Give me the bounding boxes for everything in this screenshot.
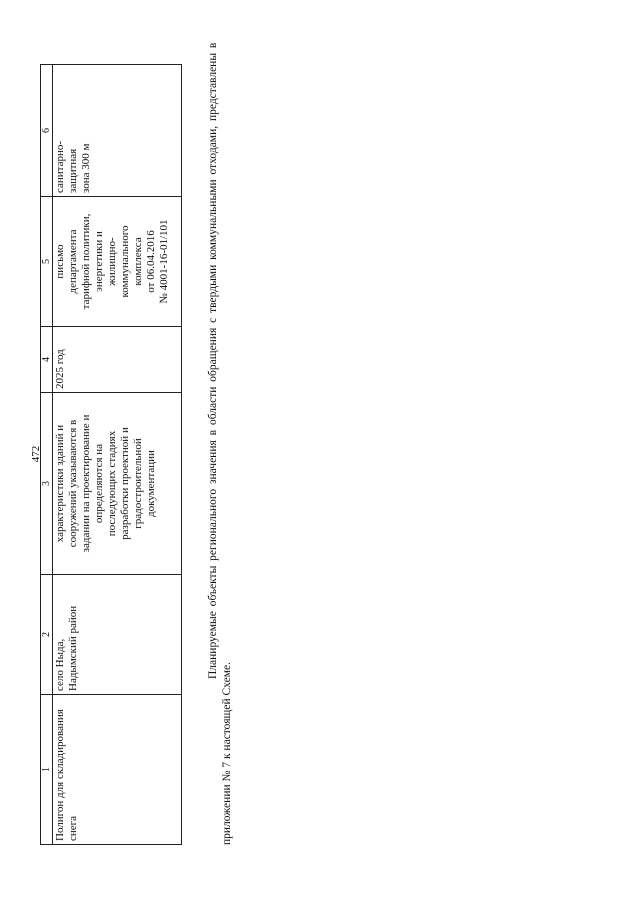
page-number: 472 — [30, 445, 42, 463]
cell-line: характеристики зданий и — [54, 424, 66, 543]
cell-line: комплекса — [132, 237, 144, 286]
table-row — [53, 65, 182, 845]
cell-zone — [53, 65, 182, 197]
caption-line: Планируемые объекты регионального значения в области обращения с твердыми коммунальными отходами, представлены в — [207, 42, 219, 679]
column-number-2: 2 — [41, 575, 53, 695]
cell-line: № 4001-16-01/101 — [158, 219, 170, 304]
cell-line: тарифной политики, — [80, 213, 92, 310]
cell-line: Полигон для складирования — [54, 709, 66, 841]
column-number-6: 6 — [41, 65, 53, 197]
column-number-4: 4 — [41, 327, 53, 393]
cell-line: энергетики и — [93, 231, 105, 292]
table-header-row — [41, 65, 53, 845]
cell-line: документации — [145, 450, 157, 517]
cell-basis-document — [53, 197, 182, 327]
cell-line: последующих стадиях — [106, 430, 118, 537]
caption-paragraph — [206, 42, 234, 845]
cell-line: департамента — [67, 229, 79, 294]
cell-line: задании на проектирование и — [80, 414, 92, 553]
cell-line: зона 300 м — [80, 143, 92, 193]
cell-line: сооружений указываются в — [67, 419, 79, 548]
cell-line: 2025 год — [54, 349, 66, 389]
cell-location — [53, 575, 182, 695]
cell-line: снега — [67, 815, 79, 841]
cell-deadline — [53, 327, 182, 393]
cell-characteristics — [53, 393, 182, 575]
cell-object-name — [53, 695, 182, 845]
cell-line: санитарно- — [54, 140, 66, 193]
cell-line: от 06.04.2016 — [145, 230, 157, 293]
cell-line: разработки проектной и — [119, 427, 131, 540]
cell-line: село Ныда, — [54, 638, 66, 691]
cell-line: письмо — [54, 244, 66, 279]
column-number-5: 5 — [41, 197, 53, 327]
rotated-page — [30, 42, 270, 845]
cell-line: коммунального — [119, 225, 131, 298]
cell-line: Надымский район — [67, 605, 79, 691]
column-number-1: 1 — [41, 695, 53, 845]
objects-table — [40, 64, 182, 845]
cell-line: защитная — [67, 148, 79, 193]
caption-line: приложении № 7 к настоящей Схеме. — [221, 662, 233, 845]
cell-line: жилищно- — [106, 237, 118, 286]
cell-line: градостроительной — [132, 438, 144, 529]
column-number-3: 3 — [41, 393, 53, 575]
cell-line: определяются на — [93, 443, 105, 524]
